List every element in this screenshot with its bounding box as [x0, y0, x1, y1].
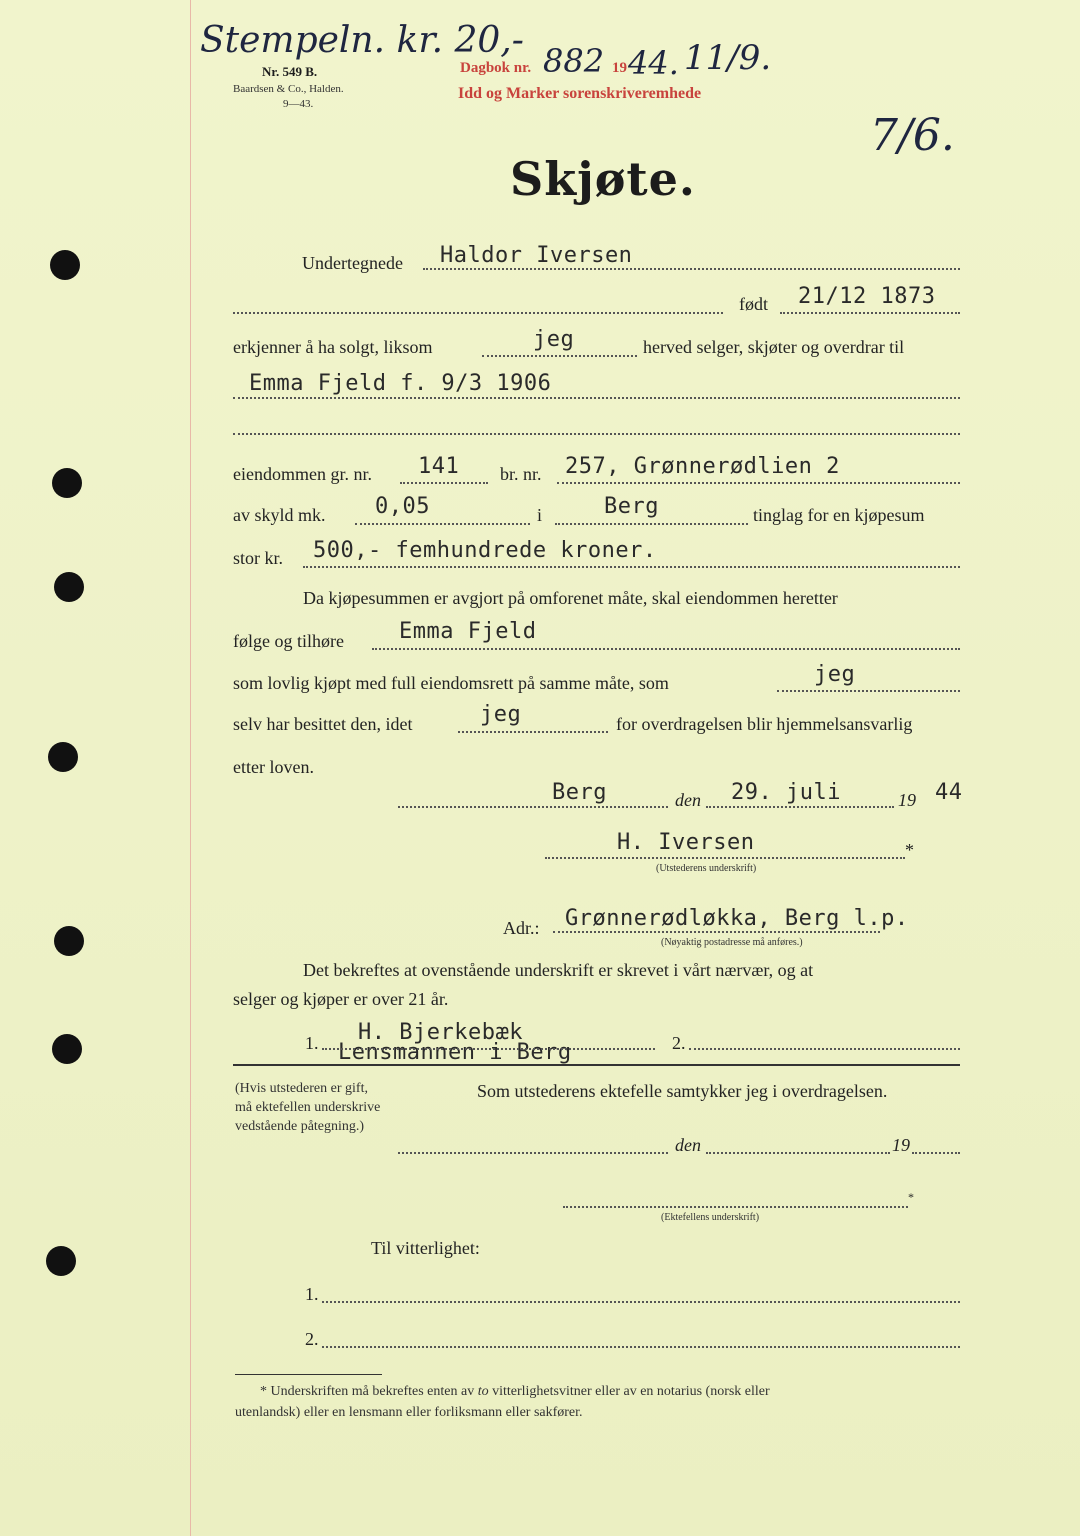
witnesses-label: Til vitterlighet:: [371, 1238, 480, 1258]
spouse-note-line-2: må ektefellen underskrive: [235, 1100, 381, 1115]
witness-1-number: 1.: [305, 1033, 319, 1053]
form-number: Nr. 549 B.: [262, 64, 318, 79]
spouse-place-line: [398, 1152, 668, 1154]
document-title: Skjøte.: [510, 152, 696, 206]
margin-rule: [190, 0, 191, 1536]
new-owner-name: Emma Fjeld: [399, 619, 537, 644]
seller-name-line: [423, 268, 960, 270]
born-line: [780, 312, 960, 314]
issuer-signature-caption: (Utstederens underskrift): [656, 863, 757, 874]
punch-hole: [50, 250, 80, 280]
witness-line-2: [322, 1346, 960, 1348]
gr-nr-line: [400, 482, 488, 484]
footnote-to: to: [477, 1384, 489, 1399]
new-owner-line: [372, 648, 960, 650]
tinglag-label: tinglag for en kjøpesum: [753, 505, 925, 525]
sale-text-2: herved selger, skjøter og overdrar til: [643, 337, 905, 357]
body-text-2: følge og tilhøre: [233, 631, 344, 651]
skyld-label: av skyld mk.: [233, 505, 326, 525]
spouse-note-line-3: vedstående påtegning.): [235, 1119, 365, 1134]
witness-1-stamp: Lensmannen i Berg: [338, 1040, 572, 1065]
spouse-signature-caption: (Ektefellens underskrift): [661, 1212, 760, 1223]
punch-hole: [46, 1246, 76, 1276]
body-pronoun-2: jeg: [480, 702, 522, 727]
i-label: i: [537, 505, 543, 525]
witness-2-line: [689, 1048, 960, 1050]
gr-nr-value: 141: [418, 454, 460, 479]
spouse-consent: Som utstederens ektefelle samtykker jeg i overdragelsen.: [477, 1081, 888, 1101]
buyer-line-2: [233, 433, 960, 435]
stamp-fee-note: Stempeln. kr. 20,-: [200, 20, 524, 61]
spouse-date-line: [706, 1152, 890, 1154]
address-value: Grønnerødløkka, Berg l.p.: [565, 906, 909, 931]
journal-date: 11/9.: [684, 38, 772, 78]
sale-pronoun: jeg: [533, 327, 575, 352]
spouse-den: den: [675, 1135, 701, 1155]
br-nr-value: 257, Grønnerødlien 2: [565, 454, 840, 479]
sale-pronoun-line: [482, 355, 637, 357]
address-label: Adr.:: [503, 918, 540, 938]
body-text-4a: selv har besittet den, idet: [233, 714, 413, 734]
body-text-1: Da kjøpesummen er avgjort på omforenet måte, skal eiendommen heretter: [303, 588, 838, 608]
witness-1-signature: H. Bjerkebæk: [358, 1020, 523, 1045]
punch-hole: [54, 926, 84, 956]
seller-line-2: [233, 312, 723, 314]
journal-year: 44.: [628, 44, 679, 82]
sale-text-1: erkjenner å ha solgt, liksom: [233, 337, 433, 357]
price-value: 500,- femhundrede kroner.: [313, 538, 657, 563]
printer-name: Baardsen & Co., Halden.: [233, 83, 344, 95]
footnote-line-1-a: * Underskriften må bekreftes enten av: [260, 1384, 475, 1399]
buyer-name: Emma Fjeld f. 9/3 1906: [249, 371, 552, 396]
journal-stamp-prefix: Dagbok nr.: [460, 60, 532, 76]
issuer-signature-star: *: [905, 840, 914, 860]
spouse-signature-star: *: [908, 1190, 914, 1204]
place-line: [398, 806, 668, 808]
body-pronoun-1-line: [777, 690, 960, 692]
price-label: stor kr.: [233, 548, 284, 568]
journal-stamp-office: Idd og Marker sorenskriveremhede: [458, 85, 702, 102]
spouse-year-line: [912, 1152, 960, 1154]
spouse-signature-line: [563, 1206, 908, 1208]
certification-line-1: Det bekreftes at ovenstående underskrift er skrevet i vårt nærvær, og at: [303, 960, 814, 980]
date-value: 29. juli: [731, 780, 841, 805]
tinglag-line: [555, 523, 748, 525]
date-den: den: [675, 790, 701, 810]
address-caption: (Nøyaktig postadresse må anføres.): [661, 937, 803, 948]
body-text-5: etter loven.: [233, 757, 314, 777]
year-value: 44: [935, 780, 963, 805]
witness-line-1-number: 1.: [305, 1284, 319, 1304]
punch-hole: [54, 572, 84, 602]
witness-line-1: [322, 1301, 960, 1303]
born-label: født: [739, 294, 768, 314]
seller-birthdate: 21/12 1873: [798, 284, 936, 309]
gr-nr-label: eiendommen gr. nr.: [233, 464, 372, 484]
body-text-3: som lovlig kjøpt med full eiendomsrett på samme måte, som: [233, 673, 669, 693]
issuer-signature: H. Iversen: [617, 830, 755, 855]
place-value: Berg: [552, 780, 607, 805]
section-divider: [233, 1064, 960, 1066]
issuer-signature-line: [545, 857, 905, 859]
journal-year-prefix: 19: [612, 60, 627, 76]
witness-1-line: [322, 1048, 655, 1050]
punch-hole: [52, 468, 82, 498]
seller-label: Undertegnede: [302, 253, 403, 273]
br-nr-line: [557, 482, 960, 484]
year-prefix: 19: [898, 790, 916, 810]
witness-2-number: 2.: [672, 1033, 686, 1053]
spouse-year-prefix: 19: [892, 1135, 910, 1155]
body-pronoun-1: jeg: [814, 662, 856, 687]
body-pronoun-2-line: [458, 731, 608, 733]
skyld-line: [355, 523, 530, 525]
skyld-value: 0,05: [375, 494, 430, 519]
body-text-4b: for overdragelsen blir hjemmelsansvarlig: [616, 714, 913, 734]
spouse-note-line-1: (Hvis utstederen er gift,: [235, 1081, 368, 1096]
journal-number: 882: [543, 42, 605, 80]
br-nr-label: br. nr.: [500, 464, 542, 484]
footnote-line-2: utenlandsk) eller en lensmann eller forliksmann eller sakfører.: [235, 1405, 583, 1420]
address-line: [553, 931, 880, 933]
seller-name: Haldor Iversen: [440, 243, 633, 268]
date-line: [706, 806, 894, 808]
footnote-line-1: [260, 1384, 770, 1400]
price-line: [303, 566, 960, 568]
punch-hole: [48, 742, 78, 772]
print-date: 9—43.: [283, 98, 314, 110]
footnote-rule: [235, 1374, 382, 1375]
corner-mark: 7/6.: [870, 110, 955, 161]
buyer-line: [233, 397, 960, 399]
punch-hole: [52, 1034, 82, 1064]
witness-line-2-number: 2.: [305, 1329, 319, 1349]
certification-line-2: selger og kjøper er over 21 år.: [233, 989, 449, 1009]
tinglag-value: Berg: [604, 494, 659, 519]
footnote-line-1-b: vitterlighetsvitner eller av en notarius (norsk eller: [492, 1384, 770, 1399]
